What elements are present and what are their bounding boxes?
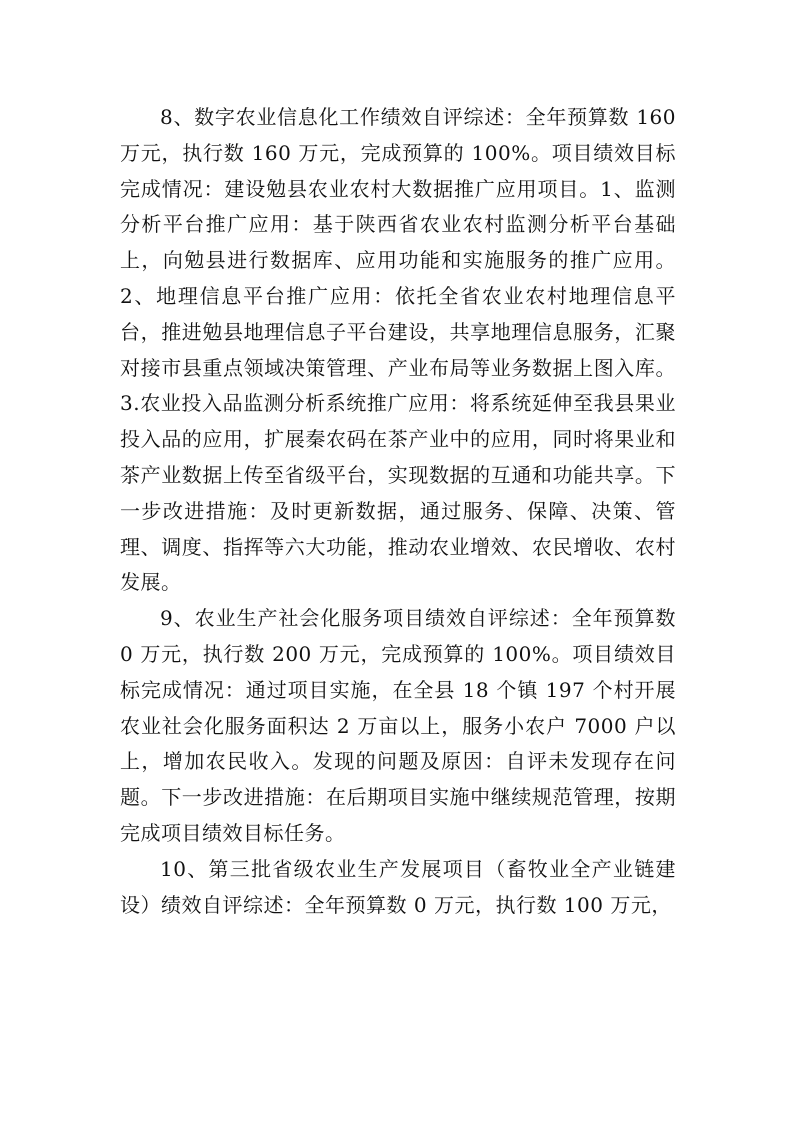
paragraph-livestock-industry-chain: 10、第三批省级农业生产发展项目（畜牧业全产业链建设）绩效自评综述：全年预算数 0 万元，执行数 100 万元，: [120, 856, 676, 917]
paragraph-socialized-service: 9、农业生产社会化服务项目绩效自评综述：全年预算数 0 万元，执行数 200 万元，完成预算的 100%。项目绩效目标完成情况：通过项目实施，在全县 18 个镇 197 个村开展农业社会化服务面积达 2 万亩以上，服务小农户 7000 户以上，增加农民收入。发现的问题及原因：自评未发现存在问题。下一步改进措施：在后期项目实施中继续规范管理，按期完成项目绩效目标任务。: [120, 606, 676, 845]
paragraph-digital-agriculture: 8、数字农业信息化工作绩效自评综述：全年预算数 160 万元，执行数 160 万元，完成预算的 100%。项目绩效目标完成情况：建设勉县农业农村大数据推广应用项目。1、监测分析平台推广应用：基于陕西省农业农村监测分析平台基础上，向勉县进行数据库、应用功能和实施服务的推广应用。2、地理信息平台推广应用：依托全省农业农村地理信息平台，推进勉县地理信息子平台建设，共享地理信息服务，汇聚对接市县重点领域决策管理、产业布局等业务数据上图入库。3.农业投入品监测分析系统推广应用：将系统延伸至我县果业投入品的应用，扩展秦农码在茶产业中的应用，同时将果业和茶产业数据上传至省级平台，实现数据的互通和功能共享。下一步改进措施：及时更新数据，通过服务、保障、决策、管理、调度、指挥等六大功能，推动农业增效、农民增收、农村发展。: [120, 105, 676, 595]
document-body: [120, 100, 676, 923]
